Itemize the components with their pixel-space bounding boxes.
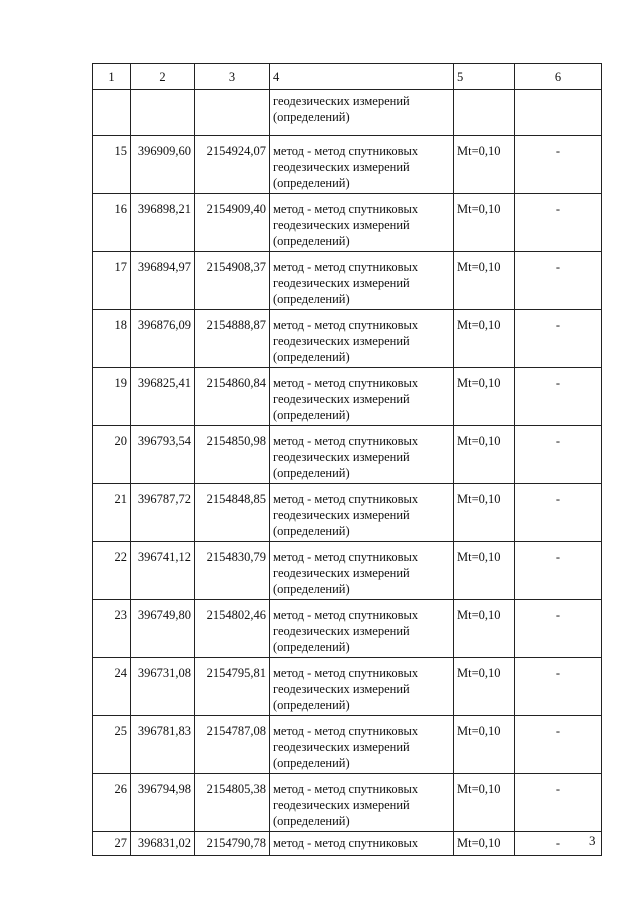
table-row (93, 774, 602, 832)
method-line-3: (определений) (273, 640, 350, 654)
cell-note: - (515, 716, 602, 774)
cell-accuracy: Mt=0,10 (454, 194, 515, 252)
table-row (93, 426, 602, 484)
cell-y: 2154850,98 (195, 426, 270, 484)
cell-number: 27 (93, 832, 131, 856)
method-line-1: метод - метод спутниковых (273, 782, 419, 796)
method-line-1: метод - метод спутниковых (273, 550, 419, 564)
table-row (93, 600, 602, 658)
cell-note: - (515, 252, 602, 310)
cell-note: - (515, 368, 602, 426)
cell-number: 20 (93, 426, 131, 484)
cell-method (270, 658, 454, 716)
method-line-3: (определений) (273, 110, 350, 124)
method-line-1: метод - метод спутниковых (273, 376, 419, 390)
cell-method (270, 310, 454, 368)
cell-accuracy: Mt=0,10 (454, 774, 515, 832)
header-cell-6: 6 (515, 64, 602, 90)
cell-number: 26 (93, 774, 131, 832)
cell-x: 396898,21 (131, 194, 195, 252)
cell-x: 396741,12 (131, 542, 195, 600)
cell-number: 21 (93, 484, 131, 542)
cell-method (270, 368, 454, 426)
cell-y: 2154924,07 (195, 136, 270, 194)
header-cell-1: 1 (93, 64, 131, 90)
cell-accuracy: Mt=0,10 (454, 484, 515, 542)
cell-x: 396894,97 (131, 252, 195, 310)
header-cell-5: 5 (454, 64, 515, 90)
cell-accuracy: Mt=0,10 (454, 542, 515, 600)
cell-method (270, 426, 454, 484)
table-row (93, 194, 602, 252)
method-line-3: (определений) (273, 292, 350, 306)
method-line-2: геодезических измерений (273, 392, 410, 406)
cell-x: 396825,41 (131, 368, 195, 426)
cell-accuracy: Mt=0,10 (454, 426, 515, 484)
header-cell-4: 4 (270, 64, 454, 90)
cell-method (270, 716, 454, 774)
method-line-2: геодезических измерений (273, 624, 410, 638)
method-line-1: метод - метод спутниковых (273, 492, 419, 506)
table-row (93, 252, 602, 310)
cell-note: - (515, 426, 602, 484)
cell-method (270, 832, 454, 856)
cell-method (270, 252, 454, 310)
cell-y: 2154888,87 (195, 310, 270, 368)
method-line-2: геодезических измерений (273, 508, 410, 522)
cell-y: 2154787,08 (195, 716, 270, 774)
cell-number: 15 (93, 136, 131, 194)
cell-note: - (515, 310, 602, 368)
cont-cell-y (195, 90, 270, 136)
method-line-2: геодезических измерений (273, 334, 410, 348)
cell-method (270, 600, 454, 658)
method-line-3: (определений) (273, 698, 350, 712)
cell-y: 2154795,81 (195, 658, 270, 716)
method-line-1: метод - метод спутниковых (273, 608, 419, 622)
method-line-1: метод - метод спутниковых (273, 836, 419, 850)
cell-y: 2154860,84 (195, 368, 270, 426)
cont-cell-x (131, 90, 195, 136)
method-line-3: (определений) (273, 582, 350, 596)
cell-number: 23 (93, 600, 131, 658)
cell-note: - (515, 658, 602, 716)
cell-x: 396781,83 (131, 716, 195, 774)
cell-method (270, 542, 454, 600)
table-row (93, 542, 602, 600)
method-line-2: геодезических измерений (273, 94, 410, 108)
cell-number: 17 (93, 252, 131, 310)
cell-note: - (515, 832, 602, 856)
method-line-3: (определений) (273, 176, 350, 190)
table-row (93, 658, 602, 716)
cell-note: - (515, 600, 602, 658)
method-line-2: геодезических измерений (273, 682, 410, 696)
cell-note: - (515, 136, 602, 194)
cell-y: 2154802,46 (195, 600, 270, 658)
cont-cell-accuracy (454, 90, 515, 136)
cell-y: 2154909,40 (195, 194, 270, 252)
cell-accuracy: Mt=0,10 (454, 368, 515, 426)
cell-accuracy: Mt=0,10 (454, 658, 515, 716)
table-header-row (93, 64, 602, 90)
cell-number: 24 (93, 658, 131, 716)
table-row (93, 136, 602, 194)
method-line-2: геодезических измерений (273, 218, 410, 232)
method-line-1: метод - метод спутниковых (273, 318, 419, 332)
cell-y: 2154848,85 (195, 484, 270, 542)
coordinates-table (92, 63, 602, 856)
method-line-1: метод - метод спутниковых (273, 724, 419, 738)
table-row (93, 716, 602, 774)
cell-accuracy: Mt=0,10 (454, 716, 515, 774)
cell-method (270, 774, 454, 832)
method-line-3: (определений) (273, 466, 350, 480)
method-line-3: (определений) (273, 234, 350, 248)
cell-accuracy: Mt=0,10 (454, 136, 515, 194)
cell-x: 396793,54 (131, 426, 195, 484)
cell-number: 19 (93, 368, 131, 426)
method-line-2: геодезических измерений (273, 740, 410, 754)
cell-number: 25 (93, 716, 131, 774)
cell-number: 16 (93, 194, 131, 252)
cell-x: 396831,02 (131, 832, 195, 856)
cell-number: 18 (93, 310, 131, 368)
cont-cell-note (515, 90, 602, 136)
cell-accuracy: Mt=0,10 (454, 252, 515, 310)
method-line-2: геодезических измерений (273, 566, 410, 580)
cell-x: 396787,72 (131, 484, 195, 542)
method-line-2: геодезических измерений (273, 450, 410, 464)
method-line-2: геодезических измерений (273, 160, 410, 174)
cell-x: 396909,60 (131, 136, 195, 194)
table-row (93, 368, 602, 426)
cell-accuracy: Mt=0,10 (454, 600, 515, 658)
last-row (93, 832, 602, 856)
cell-method (270, 484, 454, 542)
method-line-1: метод - метод спутниковых (273, 666, 419, 680)
cell-x: 396876,09 (131, 310, 195, 368)
page-number: 3 (589, 833, 596, 848)
cell-y: 2154908,37 (195, 252, 270, 310)
cell-x: 396731,08 (131, 658, 195, 716)
cell-accuracy: Mt=0,10 (454, 832, 515, 856)
cell-method (270, 136, 454, 194)
header-cell-3: 3 (195, 64, 270, 90)
cell-x: 396749,80 (131, 600, 195, 658)
method-line-3: (определений) (273, 756, 350, 770)
cont-cell-number (93, 90, 131, 136)
cell-note: - (515, 774, 602, 832)
cell-y: 2154790,78 (195, 832, 270, 856)
method-line-1: метод - метод спутниковых (273, 434, 419, 448)
table-row (93, 484, 602, 542)
method-line-2: геодезических измерений (273, 276, 410, 290)
cell-note: - (515, 542, 602, 600)
table-row (93, 310, 602, 368)
cell-y: 2154830,79 (195, 542, 270, 600)
cont-cell-method (270, 90, 454, 136)
cell-y: 2154805,38 (195, 774, 270, 832)
method-line-1: метод - метод спутниковых (273, 144, 419, 158)
method-line-1: метод - метод спутниковых (273, 202, 419, 216)
cell-note: - (515, 194, 602, 252)
method-line-3: (определений) (273, 350, 350, 364)
cell-accuracy: Mt=0,10 (454, 310, 515, 368)
cell-number: 22 (93, 542, 131, 600)
method-line-3: (определений) (273, 408, 350, 422)
cell-method (270, 194, 454, 252)
cell-note: - (515, 484, 602, 542)
method-line-3: (определений) (273, 524, 350, 538)
continuation-row (93, 90, 602, 136)
method-line-1: метод - метод спутниковых (273, 260, 419, 274)
cell-x: 396794,98 (131, 774, 195, 832)
header-cell-2: 2 (131, 64, 195, 90)
method-line-2: геодезических измерений (273, 798, 410, 812)
method-line-3: (определений) (273, 814, 350, 828)
